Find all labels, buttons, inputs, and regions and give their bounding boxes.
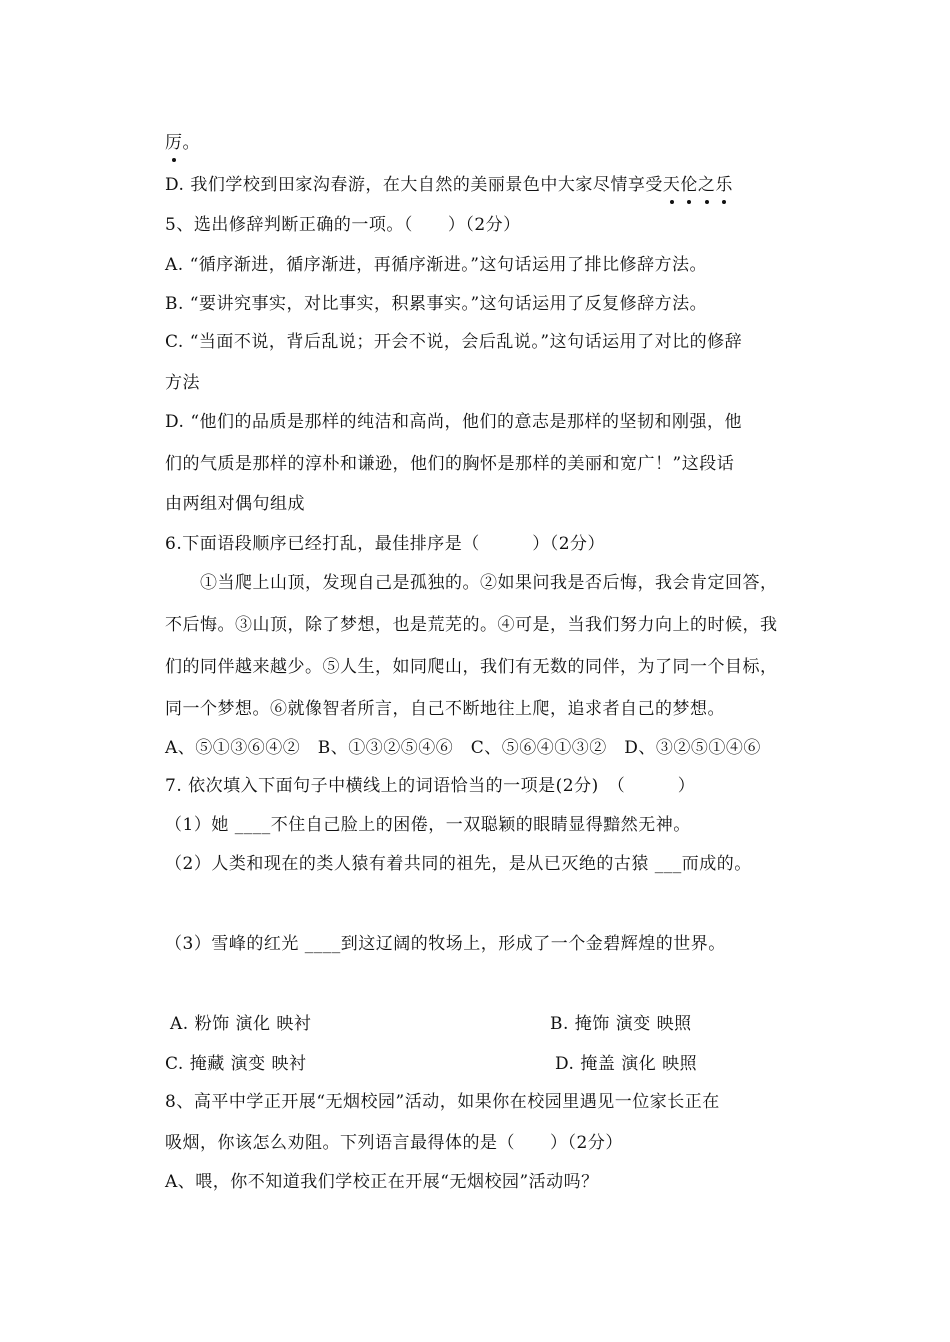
q7-sentence-2: （2）人类和现在的类人猿有着共同的祖先，是从已灭绝的古猿 ___而成的。 bbox=[165, 854, 752, 874]
q6-paragraph-line1: ①当爬上山顶，发现自己是孤独的。②如果问我是否后悔，我会肯定回答， bbox=[200, 573, 778, 593]
q5-option-d-line3: 由两组对偶句组成 bbox=[165, 494, 305, 514]
q7-option-d: D. 掩盖 演化 映照 bbox=[555, 1054, 698, 1074]
q5-option-a: A. “循序渐进，循序渐进，再循序渐进。”这句话运用了排比修辞方法。 bbox=[165, 255, 707, 275]
q6-paragraph-line3: 们的同伴越来越少。⑤人生，如同爬山，我们有无数的同伴，为了同一个目标， bbox=[165, 657, 778, 677]
q5-stem: 5、选出修辞判断正确的一项。（ ）（2分） bbox=[165, 215, 521, 235]
q5-option-b: B. “要讲究事实，对比事实，积累事实。”这句话运用了反复修辞方法。 bbox=[165, 294, 708, 314]
q7-sentence-3: （3）雪峰的红光 ____到这辽阔的牧场上，形成了一个金碧辉煌的世界。 bbox=[165, 934, 726, 954]
q5-option-d-line1: D. “他们的品质是那样的纯洁和高尚，他们的意志是那样的坚韧和刚强，他 bbox=[165, 412, 743, 432]
q5-option-c-line1: C. “当面不说，背后乱说；开会不说，会后乱说。”这句话运用了对比的修辞 bbox=[165, 332, 743, 352]
q6-stem: 6.下面语段顺序已经打乱，最佳排序是（ ）（2分） bbox=[165, 534, 606, 554]
q4-option-d: D. 我们学校到田家沟春游，在大自然的美丽景色中大家尽情享受天伦之乐 bbox=[165, 175, 733, 195]
q8-option-a: A、喂，你不知道我们学校正在开展“无烟校园”活动吗？ bbox=[165, 1172, 599, 1192]
q7-option-a: A. 粉饰 演化 映衬 bbox=[170, 1014, 312, 1034]
q4-continued-line: 厉。 bbox=[165, 133, 200, 153]
q7-stem: 7. 依次填入下面句子中横线上的词语恰当的一项是(2分) （ ） bbox=[165, 776, 696, 796]
q6-paragraph-line4: 同一个梦想。⑥就像智者所言，自己不断地往上爬，追求者自己的梦想。 bbox=[165, 699, 725, 719]
q6-paragraph-line2: 不后悔。③山顶，除了梦想，也是荒芜的。④可是，当我们努力向上的时候，我 bbox=[165, 615, 778, 635]
q7-sentence-1: （1）她 ____不住自己脸上的困倦，一双聪颖的眼睛显得黯然无神。 bbox=[165, 815, 691, 835]
q7-option-c: C. 掩藏 演变 映衬 bbox=[165, 1054, 307, 1074]
emphasis-dot-char: 厉 bbox=[165, 133, 183, 153]
q5-option-d-line2: 们的气质是那样的淳朴和谦逊，他们的胸怀是那样的美丽和宽广！”这段话 bbox=[165, 454, 735, 474]
q6-options: A、⑤①③⑥④② B、①③②⑤④⑥ C、⑤⑥④①③② D、③②⑤①④⑥ bbox=[165, 738, 761, 758]
q8-stem-line2: 吸烟，你该怎么劝阻。下列语言最得体的是（ ）（2分） bbox=[165, 1133, 623, 1153]
q5-option-c-line2: 方法 bbox=[165, 373, 200, 393]
q7-option-b: B. 掩饰 演变 映照 bbox=[550, 1014, 692, 1034]
q8-stem-line1: 8、高平中学正开展“无烟校园”活动，如果你在校园里遇见一位家长正在 bbox=[165, 1092, 720, 1112]
